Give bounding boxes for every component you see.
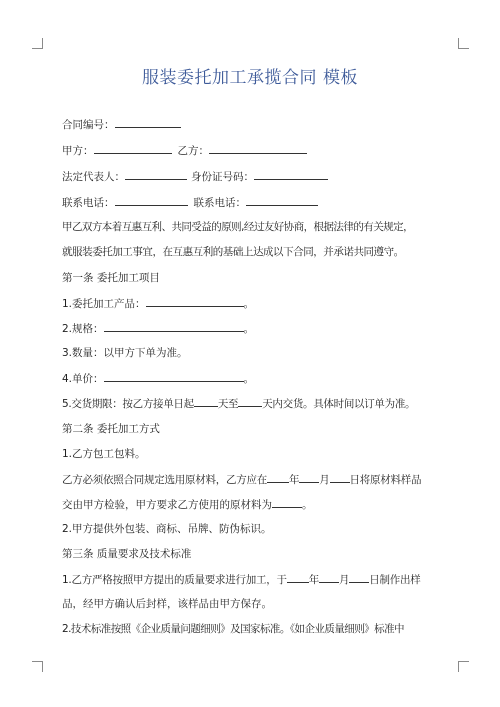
- item-text: 。: [243, 373, 255, 385]
- item-text: 。: [302, 499, 313, 511]
- phone-label-a: 联系电话：: [62, 197, 115, 209]
- phone-a-blank[interactable]: [115, 195, 188, 206]
- page-corner-mark: [32, 38, 43, 49]
- phone-label-b: 联系电话：: [193, 197, 246, 209]
- days-from-blank[interactable]: [194, 396, 218, 407]
- item-text: 年: [308, 574, 320, 586]
- list-item: 3.数量：以甲方下单为准。: [62, 347, 188, 359]
- month-blank[interactable]: [299, 472, 319, 483]
- list-item: 2.技术标准按照《企业质量问题细则》及国家标准。《如企业质量细则》标准中: [62, 623, 404, 635]
- id-number-blank[interactable]: [254, 169, 328, 180]
- item-text: 4.单价：: [62, 373, 104, 385]
- item-text: 年: [289, 474, 300, 486]
- page-corner-mark: [32, 661, 43, 672]
- contract-number-line: [62, 117, 452, 132]
- product-blank[interactable]: [146, 296, 244, 307]
- days-to-blank[interactable]: [238, 396, 262, 407]
- article-heading: 第三条 质量要求及技术标准: [62, 548, 192, 560]
- item-text: 。: [243, 298, 255, 310]
- list-item: [62, 371, 452, 386]
- id-number-label: 身份证号码：: [191, 171, 254, 183]
- month-blank[interactable]: [319, 572, 339, 583]
- list-item: [62, 296, 452, 311]
- party-a-label: 甲方：: [62, 145, 94, 157]
- unit-price-blank[interactable]: [104, 371, 244, 382]
- parties-line: [62, 143, 452, 158]
- year-blank[interactable]: [287, 572, 309, 583]
- party-a-blank[interactable]: [94, 143, 172, 154]
- document-title: 服装委托加工承揽合同 模板: [142, 68, 358, 88]
- paragraph-line: 品，经甲方确认后封样，该样品由甲方保存。: [62, 598, 272, 610]
- article-heading: 第二条 委托加工方式: [62, 423, 160, 435]
- item-text: 交由甲方检验，甲方要求乙方使用的原材料为: [62, 499, 272, 511]
- intro-paragraph-line: 甲乙双方本着互惠互利、共同受益的原则,经过友好协商，根据法律的有关规定，: [62, 221, 414, 233]
- list-item: 2.甲方提供外包装、商标、吊牌、防伪标识。: [62, 523, 272, 535]
- phone-b-blank[interactable]: [246, 195, 318, 206]
- spec-blank[interactable]: [104, 321, 244, 332]
- contract-number-label: 合同编号：: [62, 119, 115, 131]
- day-blank[interactable]: [349, 572, 369, 583]
- legal-rep-blank[interactable]: [125, 169, 187, 180]
- item-text: 1.委托加工产品：: [62, 298, 146, 310]
- contract-number-blank[interactable]: [115, 117, 181, 128]
- paragraph-line: [62, 497, 452, 512]
- list-item: 1.乙方包工包料。: [62, 448, 146, 460]
- item-text: 2.规格：: [62, 323, 104, 335]
- phone-line: [62, 195, 452, 210]
- paragraph-line: [62, 472, 452, 487]
- party-b-label: 乙方：: [177, 145, 209, 157]
- intro-paragraph-line: 就服装委托加工事宜，在互惠互利的基础上达成以下合同，并承诺共同遵守。: [62, 246, 404, 258]
- day-blank[interactable]: [330, 472, 350, 483]
- item-text: 月: [319, 474, 330, 486]
- list-item: [62, 396, 452, 411]
- legal-rep-label: 法定代表人：: [62, 171, 125, 183]
- page-corner-mark: [458, 38, 469, 49]
- material-blank[interactable]: [272, 497, 302, 508]
- party-b-blank[interactable]: [209, 143, 307, 154]
- page-corner-mark: [458, 661, 469, 672]
- item-text: 1.乙方严格按照甲方提出的质量要求进行加工，于: [62, 574, 287, 586]
- item-text: 月: [339, 574, 350, 586]
- list-item: [62, 572, 452, 587]
- legal-rep-line: [62, 169, 452, 184]
- item-text: 。: [243, 323, 255, 335]
- item-text: 乙方必须依照合同规定选用原材料，乙方应在: [62, 474, 267, 486]
- item-text: 日将原材料样品: [349, 474, 422, 486]
- item-text: 天至: [217, 398, 239, 410]
- item-text: 5.交货期限：按乙方接单日起: [62, 398, 194, 410]
- item-text: 天内交货。具体时间以订单为准。: [262, 398, 416, 410]
- item-text: 日制作出样: [369, 574, 421, 586]
- article-heading: 第一条 委托加工项目: [62, 272, 160, 284]
- year-blank[interactable]: [267, 472, 289, 483]
- list-item: [62, 321, 452, 336]
